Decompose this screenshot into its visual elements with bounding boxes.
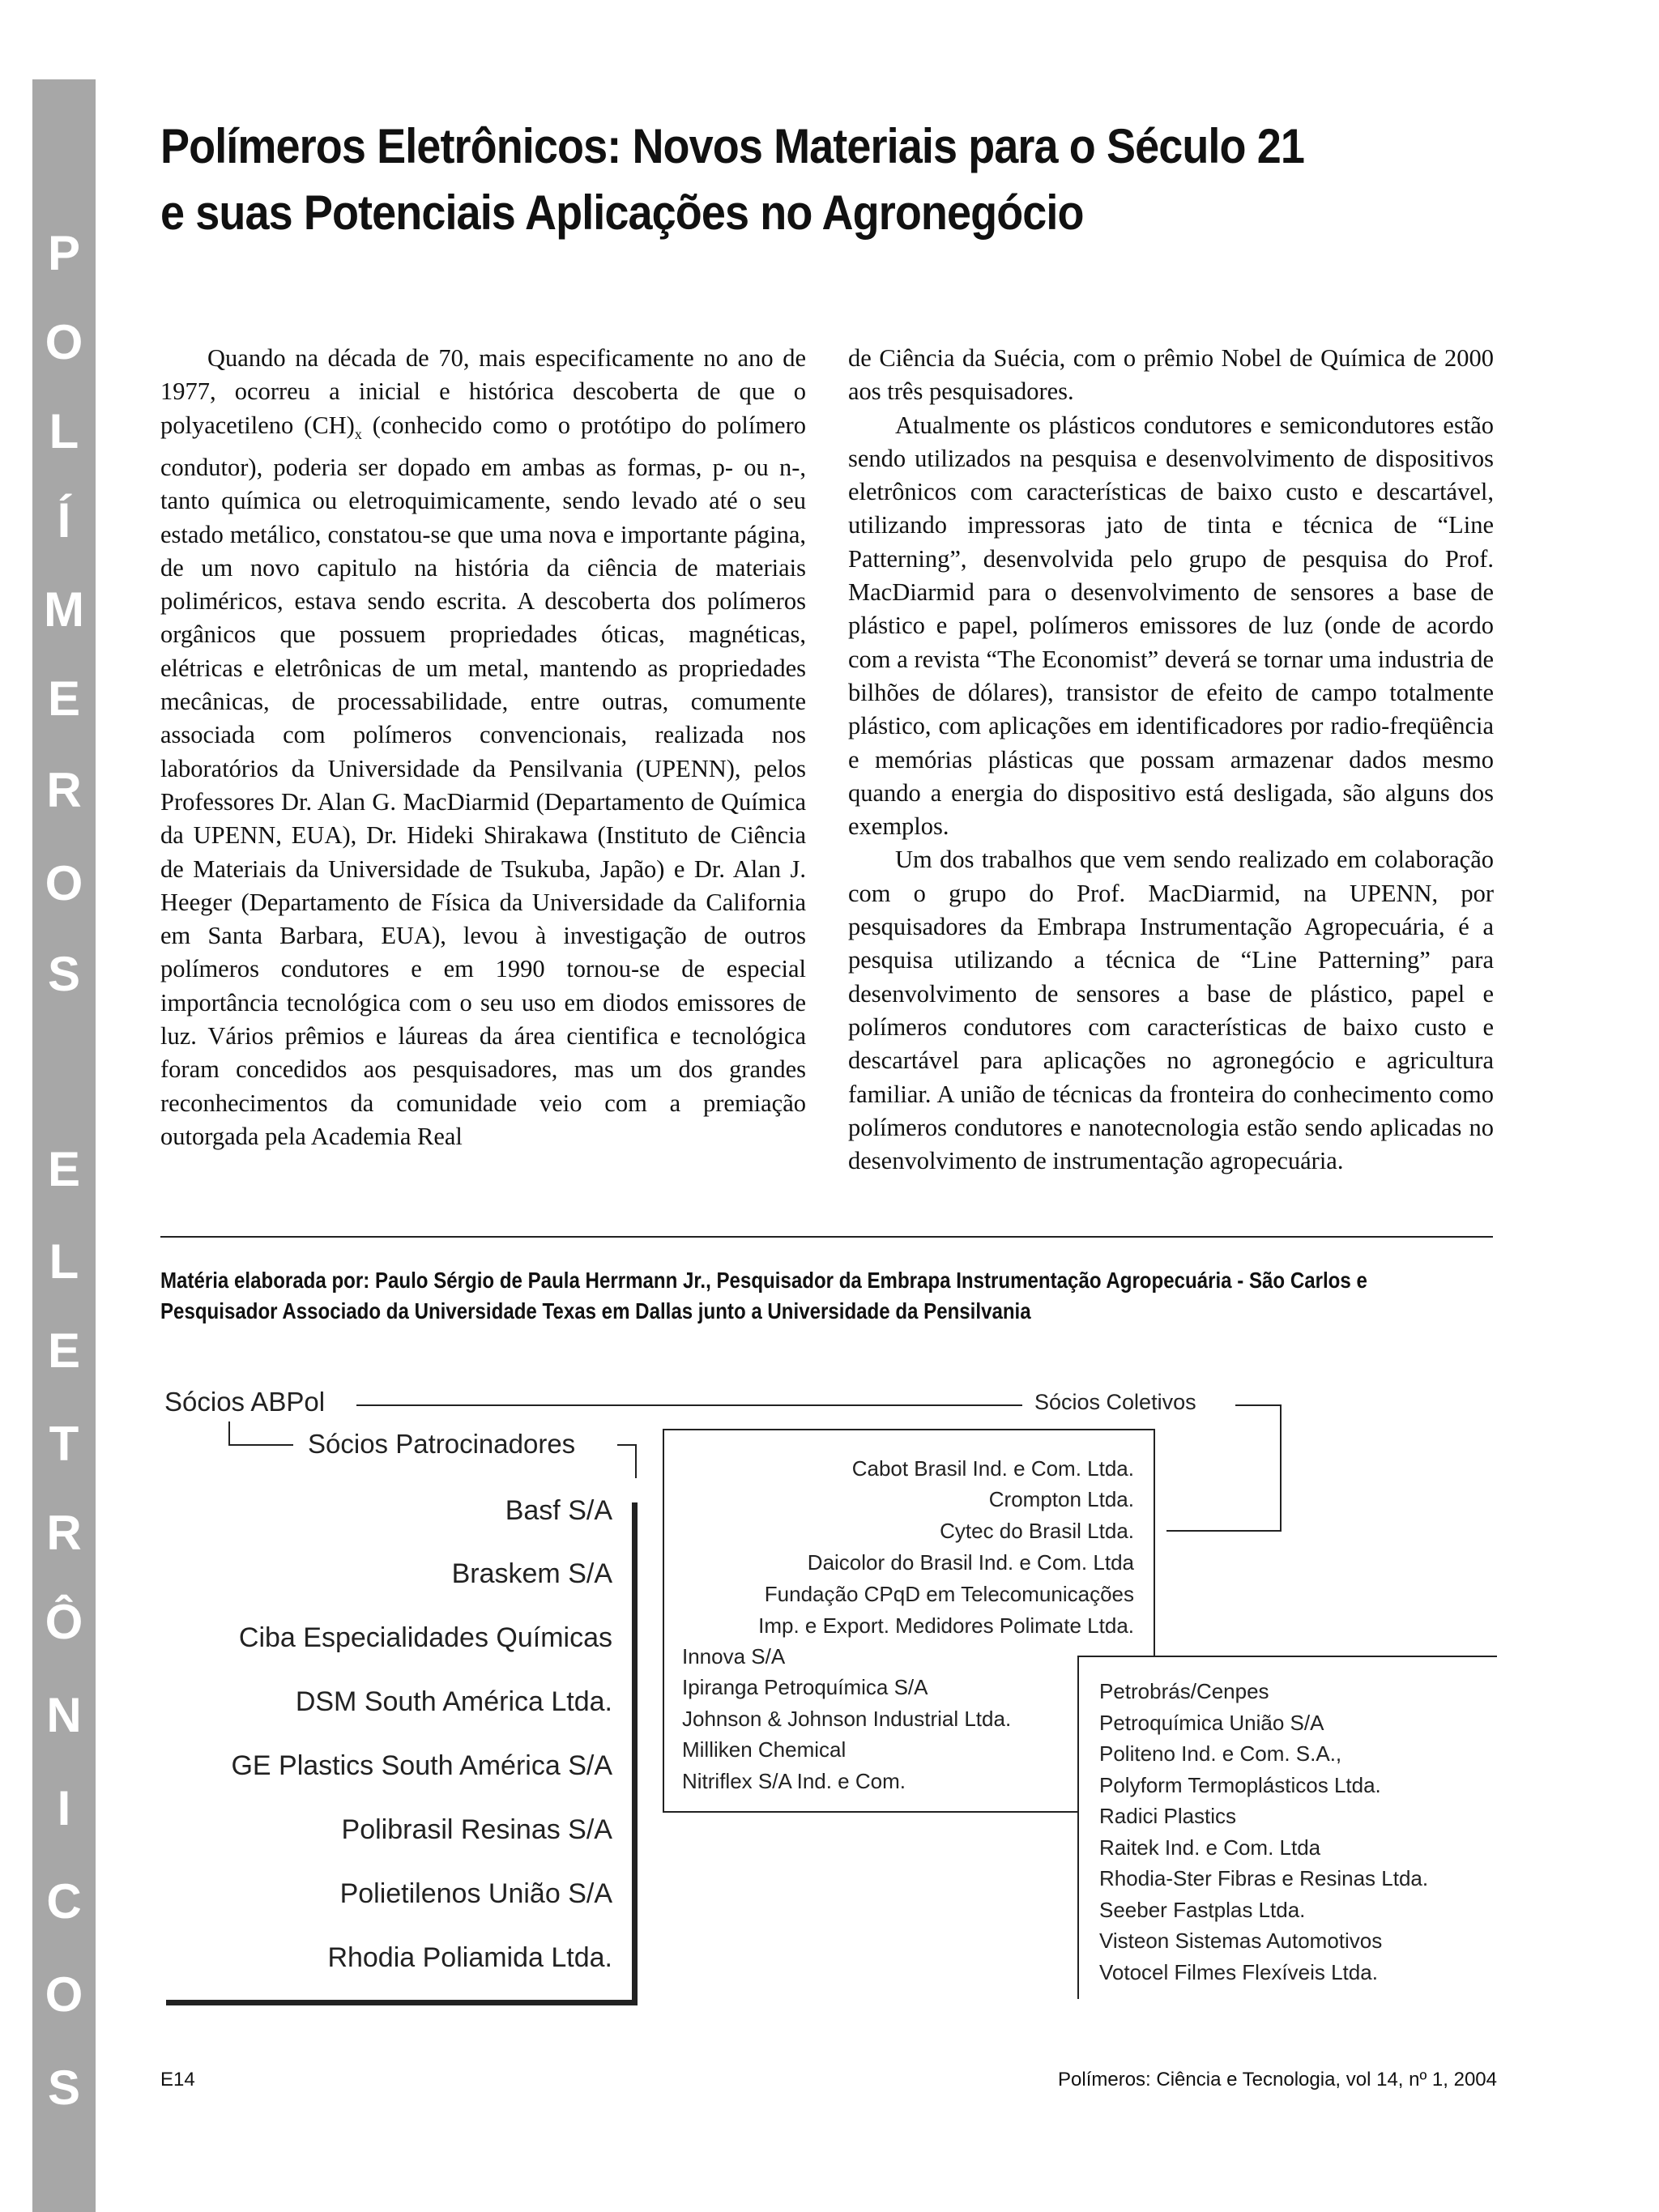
sponsor-item: Rhodia Poliamida Ltda. <box>327 1942 612 1973</box>
connector-line <box>1235 1404 1282 1406</box>
sidebar-letter: R <box>46 763 82 817</box>
sidebar-letter: Ô <box>45 1595 83 1649</box>
sponsor-item: DSM South América Ltda. <box>295 1686 612 1717</box>
coletivo-item: Seeber Fastplas Ltda. <box>1099 1898 1306 1922</box>
sidebar-letter: T <box>49 1417 79 1471</box>
sidebar-letter: I <box>57 1781 71 1835</box>
coletivo-item: Visteon Sistemas Automotivos <box>1099 1929 1383 1953</box>
sidebar-letter: C <box>46 1874 82 1929</box>
coletivo-item: Fundação CPqD em Telecomunicações <box>764 1582 1134 1606</box>
sidebar-letter: E <box>47 671 81 726</box>
credit-line: Pesquisador Associado da Universidade Texas em Dallas junto a Universidade da Pensilvania <box>160 1298 1031 1323</box>
coletivo-item: Innova S/A <box>682 1644 786 1669</box>
coletivos-label: Sócios Coletivos <box>1034 1390 1196 1414</box>
coletivo-item: Polyform Termoplásticos Ltda. <box>1099 1773 1381 1797</box>
coletivo-item: Petrobrás/Cenpes <box>1099 1679 1269 1703</box>
sidebar-letter: S <box>47 947 81 1001</box>
box-border <box>663 1429 1155 1430</box>
connector-line <box>228 1444 293 1446</box>
sponsor-item: Polietilenos União S/A <box>339 1878 612 1909</box>
coletivo-item: Votocel Filmes Flexíveis Ltda. <box>1099 1960 1378 1984</box>
coletivo-item: Milliken Chemical <box>682 1737 847 1762</box>
root-label: Sócios ABPol <box>164 1387 326 1417</box>
sponsor-item: Polibrasil Resinas S/A <box>341 1814 612 1845</box>
connector-line <box>356 1404 1022 1406</box>
coletivo-item: Daicolor do Brasil Ind. e Com. Ltda <box>807 1550 1134 1575</box>
connector-line <box>617 1444 637 1446</box>
sidebar-letter: O <box>45 1967 83 2022</box>
box-border <box>1154 1429 1155 1656</box>
paragraph: de Ciência da Suécia, com o prêmio Nobel de Química de 2000 aos três pesquisadores. <box>848 344 1494 406</box>
sidebar-letter: R <box>46 1506 82 1560</box>
sponsor-item: Ciba Especialidades Químicas <box>238 1622 612 1653</box>
page-number: E14 <box>160 2069 195 2091</box>
coletivo-item: Politeno Ind. e Com. S.A., <box>1099 1741 1342 1766</box>
sidebar-letter: N <box>46 1688 82 1742</box>
sidebar-letter: O <box>45 315 83 369</box>
sponsor-item: Braskem S/A <box>451 1558 612 1589</box>
sidebar-letter: S <box>47 2061 81 2115</box>
patrocinadores-label: Sócios Patrocinadores <box>308 1429 576 1459</box>
coletivo-item: Petroquímica União S/A <box>1099 1711 1324 1735</box>
box-border <box>1077 1656 1079 1999</box>
connector-line <box>1166 1530 1282 1532</box>
paragraph: Um dos trabalhos que vem sendo realizado em colaboração com o grupo do Prof. MacDiarmid, na UPENN, por pesquisadores da Embrapa Instrumentação Agropecuária, é a pesquisa utilizando a técnica de “Line Patterning” para desenvolvimento de sensores a base de plástico, papel e polímeros condutores com características de baixo custo e descartável para aplicações no agronegócio e agricultura familiar. A união de técnicas da fronteira do conhecimento como polímeros condutores e nanotecnologia estão sendo aplicadas no desenvolvimento de instrumentação agropecuária. <box>848 846 1494 1175</box>
sponsors-bracket <box>166 2000 638 2005</box>
sidebar-letter: L <box>49 404 79 458</box>
box-border <box>1077 1656 1497 1657</box>
sidebar-letter: E <box>47 1323 81 1378</box>
box-border <box>663 1811 1077 1813</box>
coletivo-item: Imp. e Export. Medidores Polimate Ltda. <box>758 1613 1134 1638</box>
coletivo-item: Cabot Brasil Ind. e Com. Ltda. <box>851 1456 1134 1481</box>
connector-line <box>228 1421 230 1446</box>
coletivo-item: Radici Plastics <box>1099 1804 1237 1828</box>
title-line: e suas Potenciais Aplicações no Agronegócio <box>160 185 1084 240</box>
coletivo-item: Cytec do Brasil Ltda. <box>940 1519 1134 1543</box>
credit-line: Matéria elaborada por: Paulo Sérgio de Paula Herrmann Jr., Pesquisador da Embrapa Instrumentação Agropecuária - São Carlos e <box>160 1268 1367 1293</box>
sidebar-letter: M <box>44 582 84 637</box>
coletivo-item: Ipiranga Petroquímica S/A <box>682 1675 928 1699</box>
connector-line <box>635 1444 637 1478</box>
journal-citation: Polímeros: Ciência e Tecnologia, vol 14, nº 1, 2004 <box>1058 2069 1497 2091</box>
paragraph: Atualmente os plásticos condutores e semicondutores estão sendo utilizados na pesquisa e desenvolvimento de dispositivos eletrônicos com características de baixo custo e descartável, utilizando impressoras jato de tinta e técnica de “Line Patterning”, desenvolvida pelo grupo de pesquisa do Prof. MacDiarmid para o desenvolvimento de sensores a base de plástico e papel, polímeros emissores de luz (onde de acordo com a revista “The Economist” deverá se tornar uma industria de bilhões de dólares), transistor de efeito de campo totalmente plástico, com aplicações em identificadores por radio-freqüência e memórias plásticas que possam armazenar dados mesmo quando a energia do dispositivo está desligada, são alguns dos exemplos. <box>848 411 1494 841</box>
coletivo-item: Raitek Ind. e Com. Ltda <box>1099 1835 1321 1860</box>
paragraph-text: Quando na década de 70, mais especificamente no ano de 1977, ocorreu a inicial e histórica descoberta de que o polyacetileno (CH) <box>160 344 806 439</box>
coletivo-item: Johnson & Johnson Industrial Ltda. <box>682 1707 1012 1731</box>
sidebar-letter: L <box>49 1234 79 1289</box>
sponsor-item: Basf S/A <box>505 1495 612 1526</box>
sidebar-letter: P <box>47 226 81 280</box>
title-line: Polímeros Eletrônicos: Novos Materiais para o Século 21 <box>160 119 1304 173</box>
sidebar-letter: O <box>45 856 83 910</box>
sponsor-item: GE Plastics South América S/A <box>231 1750 612 1781</box>
coletivo-item: Rhodia-Ster Fibras e Resinas Ltda. <box>1099 1866 1429 1890</box>
coletivo-item: Nitriflex S/A Ind. e Com. <box>682 1769 906 1793</box>
paragraph-text: (conhecido como o protótipo do polímero condutor), poderia ser dopado em ambas as formas, p- ou n-, tanto química ou eletroquimicamente, sendo levado até o seu estado metálico, constatou-se que uma nova e importante página, de um novo capitulo na história da ciência de materiais poliméricos, estava sendo escrita. A descoberta dos polímeros orgânicos que possuem propriedades óticas, magnéticas, elétricas e eletrônicas de um metal, mantendo as propriedades mecânicas, de processabilidade, entre outras, comumente associada com polímeros convencionais, realizada nos laboratórios da Universidade da Pensilvania (UPENN), pelos Professores Dr. Alan G. MacDiarmid (Departamento de Química da UPENN, EUA), Dr. Hideki Shirakawa (Instituto de Ciência de Materiais da Universidade de Tsukuba, Japão) e Dr. Alan J. Heeger (Departamento de Física da Universidade da California em Santa Barbara, EUA), levou à investigação de outros polímeros condutores e em 1990 tornou-se de especial importância tecnológica com o seu uso em diodos emissores de luz. Vários prêmios e láureas da área cientifica e tecnológica foram concedidos aos pesquisadores, mas um dos grandes reconhecimentos da comunidade veio com a premiação outorgada pela Academia Real <box>160 411 807 1150</box>
subscript: x <box>354 425 362 442</box>
box-border <box>663 1429 664 1812</box>
sidebar-letter: Í <box>57 493 71 548</box>
coletivo-item: Crompton Ltda. <box>988 1487 1134 1511</box>
connector-line <box>1280 1404 1282 1531</box>
sponsors-bracket <box>632 1502 638 2005</box>
sidebar-letter: E <box>47 1142 81 1196</box>
